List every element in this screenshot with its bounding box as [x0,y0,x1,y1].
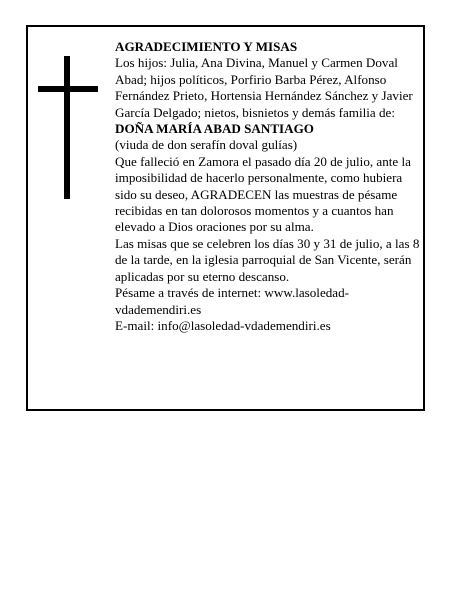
thanks-paragraph: Que falleció en Zamora el pasado día 20 de julio, ante la imposibilidad de hacerlo personalmente, como hubiera sido su deseo, AGRADECEN las muestras de pésame recibidas en tan dolorosos momentos y a cuantos han elevado a Dios oraciones por su alma. [115,153,411,235]
cross-horizontal-bar [38,86,98,92]
family-line: Los hijos: Julia, Ana Divina, Manuel y Carmen Doval Abad; hijos políticos, Porfirio Barba Pérez, Alfonso Fernández Prieto, Hortensia Hernández Sánchez y Javier García Delgado; nietos, bisnietos y demás familia de: [115,55,413,120]
cross-vertical-bar [64,56,70,199]
condolence-line: Pésame a través de internet: www.lasoledad-vdademendiri.es [115,285,350,317]
masses-paragraph: Las misas que se celebren los días 30 y 31 de julio, a las 8 de la tarde, en la iglesia parroquial de San Vicente, serán aplicadas por su eterno descanso. [115,235,420,284]
email-line: E-mail: info@lasoledad-vdademendiri.es [115,317,331,333]
obituary-notice [26,25,425,411]
notice-heading: AGRADECIMIENTO Y MISAS [115,39,298,54]
notice-text [115,39,425,334]
widow-of: (viuda de don serafín doval gulías) [115,137,298,153]
cross-icon [38,56,98,199]
deceased-name: DOÑA MARÍA ABAD SANTIAGO [115,121,314,137]
